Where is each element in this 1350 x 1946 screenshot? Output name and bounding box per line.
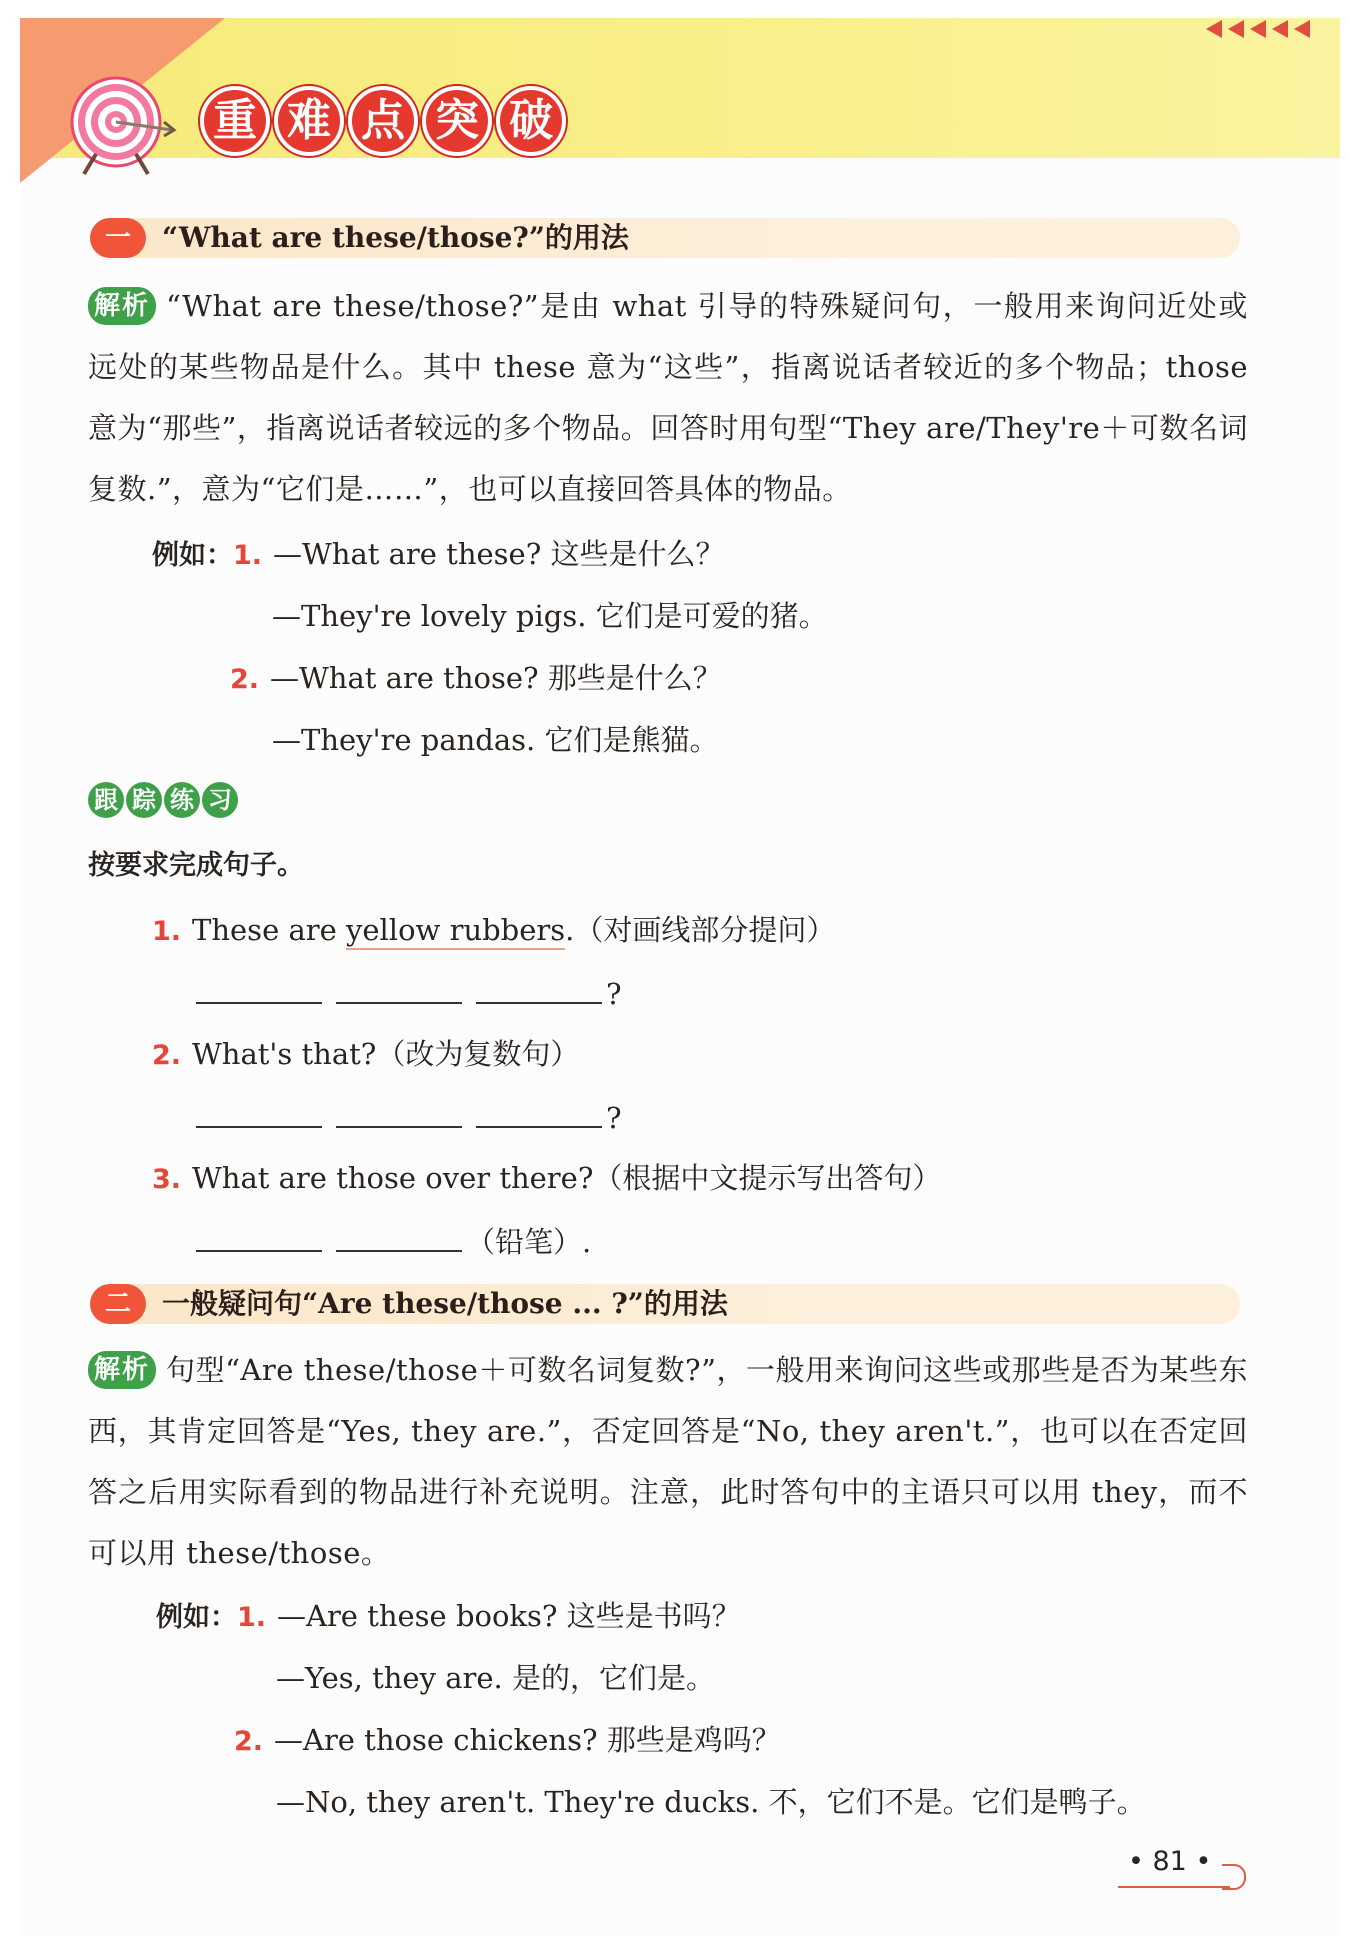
analysis-tag: 解析 (88, 287, 156, 325)
title-char: 破 (496, 86, 566, 156)
example-2-question (230, 658, 722, 700)
title-char: 重 (200, 86, 270, 156)
answer-line-1 (196, 972, 622, 1014)
section-1-title: “What are these/those?”的用法 (162, 221, 629, 254)
arrow-icon (1206, 20, 1222, 38)
answer-tail: ? (606, 977, 622, 1011)
title-char: 突 (422, 86, 492, 156)
page-number-curl (1222, 1864, 1246, 1890)
answer-tail: （铅笔）. (466, 1225, 592, 1259)
analysis-tag: 解析 (88, 1351, 156, 1389)
answer-line-2 (196, 1096, 622, 1138)
arrow-icon (1294, 20, 1310, 38)
blank-input[interactable] (196, 1096, 322, 1128)
item-underlined: yellow rubbers (346, 913, 565, 950)
example-question: —Are these books? 这些是书吗？ (277, 1599, 741, 1633)
practice-item-3 (152, 1158, 941, 1200)
blank-input[interactable] (336, 1096, 462, 1128)
example-number: 1. (233, 540, 263, 571)
example-number: 2. (234, 1726, 264, 1757)
header-arrows-decoration (1206, 20, 1310, 38)
practice-tag-char: 练 (164, 782, 200, 818)
item-text-pre: What are those over there?（根据中文提示写出答句） (192, 1161, 942, 1195)
item-number: 3. (152, 1164, 182, 1195)
item-text-pre: What's that?（改为复数句） (192, 1037, 580, 1071)
example-2-answer: —No, they aren't. They're ducks. 不，它们不是。它们是鸭子。 (276, 1785, 1146, 1819)
example-1-question (156, 1596, 741, 1638)
blank-input[interactable] (196, 972, 322, 1004)
title-char: 点 (348, 86, 418, 156)
page-title (200, 86, 566, 156)
practice-tag (88, 782, 238, 818)
example-label: 例如： (156, 1602, 237, 1633)
section-1-analysis (88, 276, 1248, 520)
page-number: • 81 • (1128, 1846, 1212, 1877)
example-question: —What are those? 那些是什么？ (270, 661, 722, 695)
arrow-icon (1272, 20, 1288, 38)
section-2-number: 二 (90, 1284, 146, 1324)
practice-item-1 (152, 910, 835, 952)
example-question: —Are those chickens? 那些是鸡吗？ (274, 1723, 781, 1757)
item-text-post: .（对画线部分提问） (565, 913, 836, 947)
example-2-question (234, 1720, 781, 1762)
practice-item-2 (152, 1034, 579, 1076)
section-1-header (90, 218, 1240, 258)
item-number: 2. (152, 1040, 182, 1071)
item-number: 1. (152, 916, 182, 947)
answer-tail: ? (606, 1101, 622, 1135)
practice-tag-char: 跟 (88, 782, 124, 818)
blank-input[interactable] (336, 972, 462, 1004)
analysis-text: “What are these/those?”是由 what 引导的特殊疑问句，一般用来询问近处或远处的某些物品是什么。其中 these 意为“这些”，指离说话者较近的多个物品；those 意为“那些”，指离说话者较远的多个物品。回答时用句型“They are/They're＋可数名词复数.”，意为“它们是……”，也可以直接回答具体的物品。 (88, 289, 1248, 506)
section-2-title: 一般疑问句“Are these/those ... ?”的用法 (162, 1287, 728, 1320)
practice-tag-char: 习 (202, 782, 238, 818)
arrow-icon (1250, 20, 1266, 38)
section-2-header (90, 1284, 1240, 1324)
example-number: 2. (230, 664, 260, 695)
example-1-answer: —Yes, they are. 是的，它们是。 (276, 1661, 715, 1695)
example-label: 例如： (152, 540, 233, 571)
section-1-number: 一 (90, 218, 146, 258)
blank-input[interactable] (336, 1220, 462, 1252)
example-number: 1. (237, 1602, 267, 1633)
blank-input[interactable] (476, 1096, 602, 1128)
blank-input[interactable] (476, 972, 602, 1004)
practice-tag-char: 踪 (126, 782, 162, 818)
example-2-answer: —They're pandas. 它们是熊猫。 (272, 723, 719, 757)
analysis-text: 句型“Are these/those＋可数名词复数?”，一般用来询问这些或那些是否为某些东西，其肯定回答是“Yes, they are.”，否定回答是“No, they aren't.”，也可以在否定回答之后用实际看到的物品进行补充说明。注意，此时答句中的主语只可以用 they，而不可以用 these/those。 (88, 1353, 1248, 1570)
section-2-analysis (88, 1340, 1248, 1584)
blank-input[interactable] (196, 1220, 322, 1252)
example-1-answer: —They're lovely pigs. 它们是可爱的猪。 (272, 599, 828, 633)
answer-line-3 (196, 1220, 591, 1262)
target-icon (68, 70, 178, 180)
item-text-pre: These are (192, 913, 346, 947)
practice-instruction: 按要求完成句子。 (88, 850, 304, 881)
title-char: 难 (274, 86, 344, 156)
example-question: —What are these? 这些是什么？ (273, 537, 725, 571)
arrow-icon (1228, 20, 1244, 38)
page-number-underline (1118, 1886, 1230, 1888)
example-1-question (152, 534, 724, 576)
